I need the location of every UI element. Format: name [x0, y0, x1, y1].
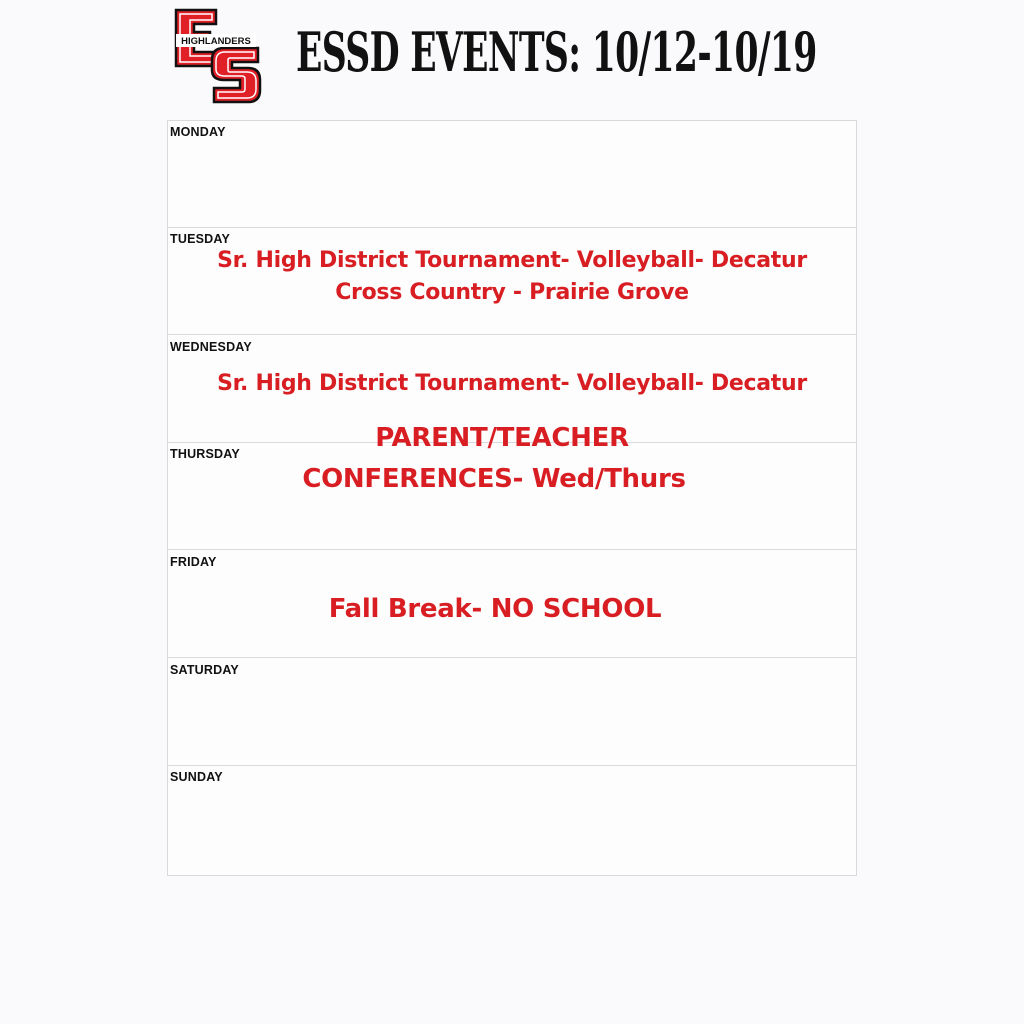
day-label-tuesday: TUESDAY — [170, 232, 230, 246]
day-label-monday: MONDAY — [170, 125, 226, 139]
day-row-sunday — [168, 766, 856, 873]
day-label-wednesday: WEDNESDAY — [170, 340, 252, 354]
day-label-sunday: SUNDAY — [170, 770, 223, 784]
day-row-thursday — [168, 443, 856, 550]
day-row-saturday — [168, 659, 856, 766]
event-tuesday-volleyball: Sr. High District Tournament- Volleyball- Decatur — [217, 248, 807, 273]
day-label-thursday: THURSDAY — [170, 447, 240, 461]
logo-banner-text: HIGHLANDERS — [181, 36, 251, 47]
logo-letter-s — [212, 48, 260, 102]
event-conferences-line2: CONFERENCES- Wed/Thurs — [302, 464, 686, 494]
event-conferences-line1: PARENT/TEACHER — [375, 423, 629, 453]
day-label-saturday: SATURDAY — [170, 663, 239, 677]
week-calendar — [167, 120, 857, 876]
event-wednesday-volleyball: Sr. High District Tournament- Volleyball- Decatur — [217, 371, 807, 396]
highlanders-logo — [172, 8, 262, 106]
day-row-monday — [168, 121, 856, 228]
day-label-friday: FRIDAY — [170, 555, 217, 569]
event-friday-fall-break: Fall Break- NO SCHOOL — [328, 594, 662, 624]
page-title: ESSD EVENTS: 10/12-10/19 — [296, 20, 817, 84]
event-tuesday-cross-country: Cross Country - Prairie Grove — [335, 280, 689, 305]
